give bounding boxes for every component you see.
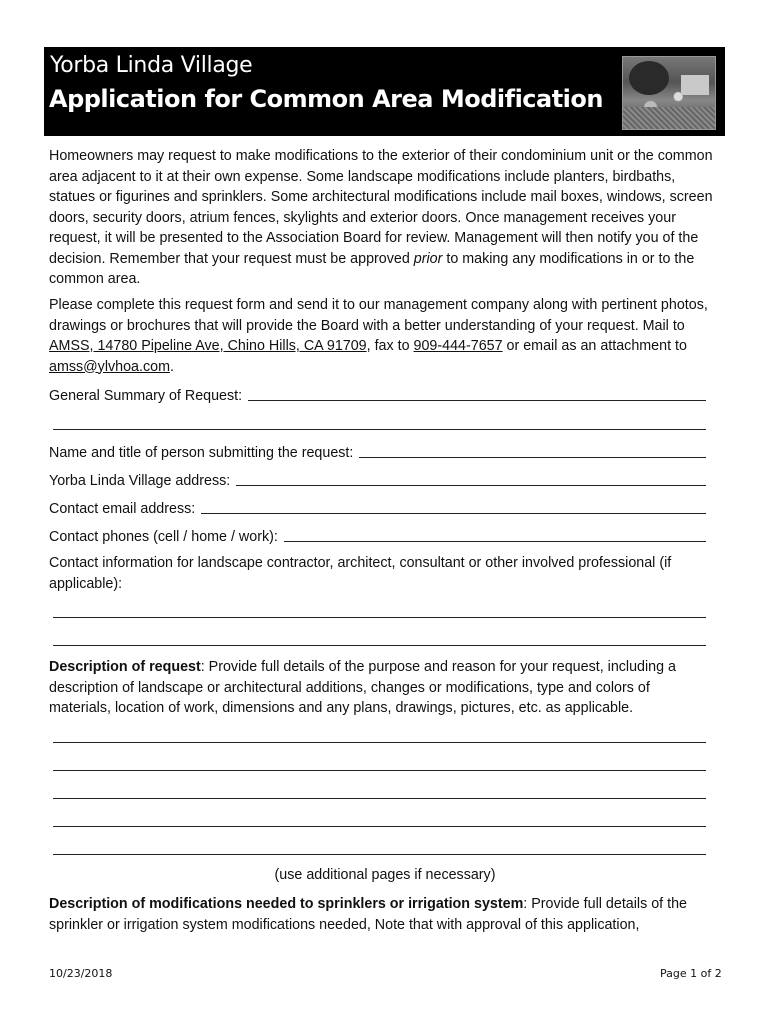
- mail-address-link[interactable]: AMSS, 14780 Pipeline Ave, Chino Hills, CA 91709: [49, 338, 367, 354]
- fax-number-link[interactable]: 909-444-7657: [413, 338, 503, 354]
- header-banner: [44, 47, 725, 136]
- description-input-line-4[interactable]: [53, 826, 706, 827]
- description-heading: Description of request: [49, 659, 201, 675]
- intro-paragraph: [49, 146, 714, 290]
- name-title-field[interactable]: [49, 441, 706, 461]
- contractor-input-line-1[interactable]: [53, 617, 706, 618]
- description-paragraph: [49, 657, 714, 719]
- footer-page-number: Page 1 of 2: [660, 967, 722, 980]
- additional-pages-note: (use additional pages if necessary): [274, 867, 496, 883]
- intro-emphasis: prior: [413, 250, 443, 267]
- footer-date: 10/23/2018: [49, 967, 113, 980]
- description-input-line-3[interactable]: [53, 798, 706, 799]
- address-input-line[interactable]: [236, 485, 706, 486]
- instructions-text-fax: , fax to: [366, 338, 414, 354]
- description-input-line-5[interactable]: [53, 854, 706, 855]
- description-input-line-1[interactable]: [53, 742, 706, 743]
- summary-input-line-2[interactable]: [53, 429, 706, 430]
- email-label: Contact email address:: [49, 501, 196, 517]
- house-shape: [681, 75, 709, 95]
- instructions-text-email: or email as an attachment to: [502, 338, 687, 354]
- summary-field[interactable]: [49, 384, 706, 404]
- address-field[interactable]: [49, 469, 706, 489]
- sprinkler-heading: Description of modifications needed to sprinklers or irrigation system: [49, 896, 524, 912]
- intro-text-end: to making any modifications in or to the common area.: [49, 250, 695, 287]
- address-label: Yorba Linda Village address:: [49, 473, 231, 489]
- phones-input-line[interactable]: [284, 541, 706, 542]
- description-input-line-2[interactable]: [53, 770, 706, 771]
- summary-input-line[interactable]: [248, 400, 706, 401]
- name-title-label: Name and title of person submitting the request:: [49, 445, 354, 461]
- tree-shape: [629, 61, 669, 95]
- phones-label: Contact phones (cell / home / work):: [49, 529, 278, 545]
- email-link[interactable]: amss@ylvhoa.com: [49, 358, 170, 375]
- email-field[interactable]: [49, 497, 706, 517]
- email-input-line[interactable]: [201, 513, 706, 514]
- garden-photo-icon: [622, 56, 716, 130]
- lawn-shape: [623, 107, 715, 129]
- intro-text: Homeowners may request to make modifications to the exterior of their condominium unit or the common area adjacent to it at their own expense. Some landscape modifications include planters, birdbaths, statues or figurines and sprinklers. Some architectural modifications include mail boxes, windows, screen doors, security doors, atrium fences, skylights and exterior doors. Once management receives your request, it will be presented to the Association Board for review. Management will then notify you of the decision. Remember that your request must be approved: [49, 148, 713, 267]
- instructions-text-end: .: [169, 358, 174, 375]
- description-text: : Provide full details of the purpose and reason for your request, including a description of landscape or architectural additions, changes or modifications, type and colors of materials, location of work, dimensions and any plans, drawings, pictures, etc. as applicable.: [49, 659, 676, 716]
- organization-name: Yorba Linda Village: [50, 53, 253, 78]
- contractor-input-line-2[interactable]: [53, 645, 706, 646]
- phones-field[interactable]: [49, 525, 706, 545]
- sprinkler-text: : Provide full details of the sprinkler or irrigation system modifications needed, Note that with approval of this application,: [49, 896, 687, 933]
- name-title-input-line[interactable]: [359, 457, 706, 458]
- contractor-label: Contact information for landscape contractor, architect, consultant or other involved professional (if applicable):: [49, 555, 672, 592]
- instructions-paragraph: [49, 295, 714, 377]
- summary-label: General Summary of Request:: [49, 388, 243, 404]
- sprinkler-paragraph: [49, 894, 714, 935]
- instructions-text: Please complete this request form and send it to our management company along with pertinent photos, drawings or brochures that will provide the Board with a better understanding of your request. Mail to: [49, 297, 708, 334]
- form-title: Application for Common Area Modification: [49, 85, 603, 113]
